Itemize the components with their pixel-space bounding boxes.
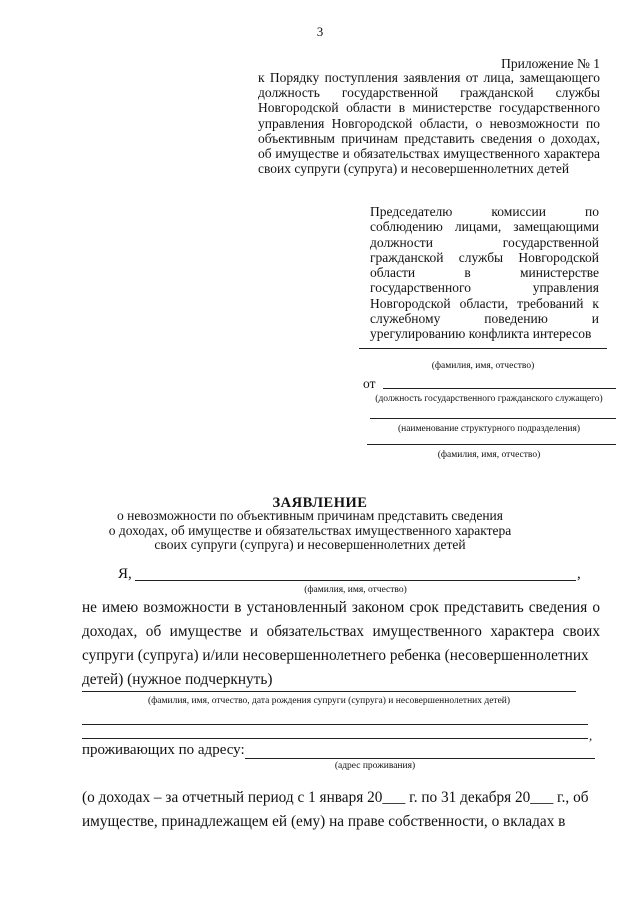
subtitle-line-2: о доходах, об имуществе и обязательствах имущественного характера [108, 522, 512, 538]
subtitle-line-1: о невозможности по объективным причинам представить сведения [116, 508, 503, 523]
statement-title: ЗАЯВЛЕНИЕ [272, 495, 368, 511]
unit-line[interactable] [370, 418, 616, 419]
position-line[interactable] [383, 388, 616, 389]
spouse-children-line[interactable] [82, 691, 576, 692]
appendix-text: к Порядку поступления заявления от лица, замещающего должность государственной гражданской службы Новгородской области в министерстве государственного управления Новгородской области, о невозможности по объективным причинам представить сведения о доходах, об имуществе и обязательствах имущественного характера своих супруги (супруга) и несовершеннолетних детей [258, 70, 600, 177]
caption-fio-1: (фамилия, имя, отчество) [431, 361, 535, 371]
from-label: от [363, 376, 376, 391]
addressee-block: Председателю комиссии по соблюдению лицами, замещающими должности государственной гражданской службы Новгородской области в министерстве государственного управления Новгородской области, требований к служебному поведению и урегулированию конфликта интересов [370, 204, 599, 342]
caption-position: (должность государственного гражданского служащего) [375, 394, 603, 404]
fio-line-1[interactable] [359, 348, 607, 349]
ya-label: Я, [118, 566, 132, 582]
fio-line-2[interactable] [367, 444, 616, 445]
applicant-fio-line[interactable] [135, 580, 576, 581]
fio-comma: , [577, 566, 581, 582]
appendix-title: Приложение № 1 [501, 56, 600, 71]
extra-line-comma: , [589, 728, 593, 743]
paragraph-inability [82, 596, 600, 692]
subtitle-line-3: своих супруги (супруга) и несовершеннолетних детей [154, 537, 466, 553]
statement-subtitle [100, 509, 520, 553]
caption-fio-2: (фамилия, имя, отчество) [437, 450, 541, 460]
paragraph-period [82, 786, 600, 834]
caption-applicant-fio: (фамилия, имя, отчество) [304, 585, 407, 595]
paragraph-inability-text: не имею возможности в установленный законом срок представить сведения о доходах, об имуществе и обязательствах имущественного характера своих супруги (супруга) и/или несовершеннолетнего ребенка (несовершеннолетних [82, 599, 600, 664]
period-line-1: (о доходах – за отчетный период с 1 января 20___ г. по 31 декабря 20___ г., об [82, 789, 589, 806]
address-line[interactable] [245, 758, 595, 759]
paragraph-inability-last: детей) (нужное подчеркнуть) [82, 671, 273, 688]
address-label: проживающих по адресу: [82, 742, 245, 758]
page-number: 3 [316, 24, 324, 39]
caption-unit: (наименование структурного подразделения) [397, 424, 581, 434]
caption-address: (адрес проживания) [334, 761, 416, 771]
extra-line-1[interactable] [82, 724, 588, 725]
extra-line-2[interactable] [82, 738, 588, 739]
period-line-2: имуществе, принадлежащем ей (ему) на праве собственности, о вкладах в [82, 813, 566, 830]
caption-spouse-children: (фамилия, имя, отчество, дата рождения супруги (супруга) и несовершеннолетних детей) [147, 696, 511, 706]
